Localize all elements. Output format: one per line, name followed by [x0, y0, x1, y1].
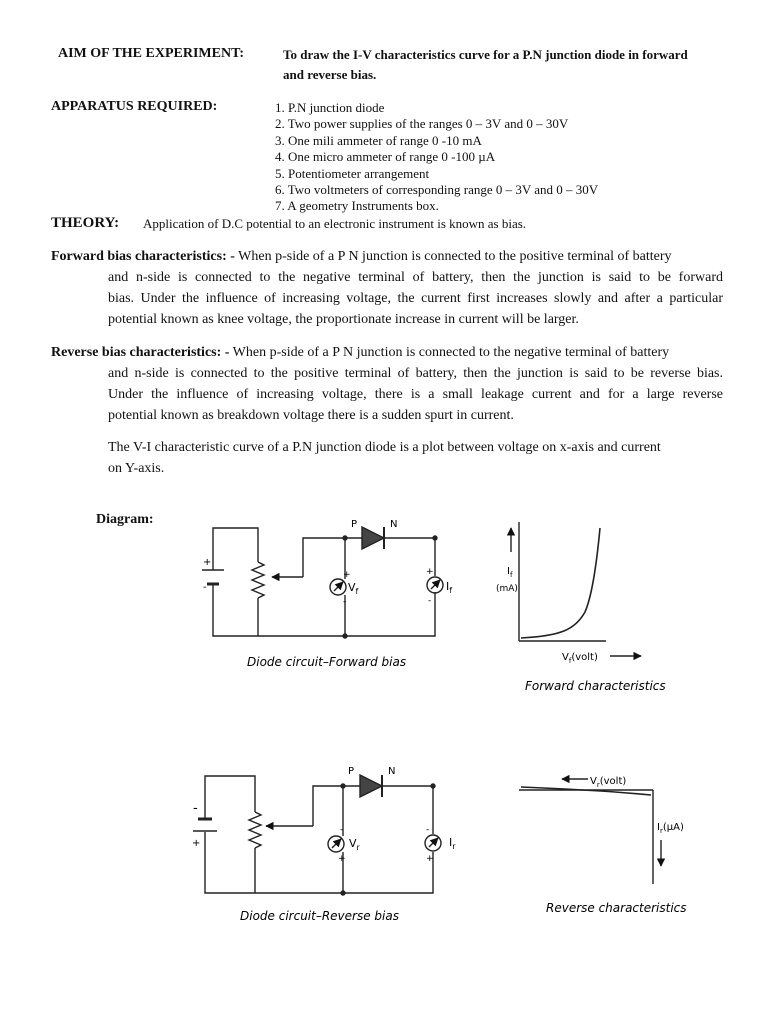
forward-battery-minus: -: [203, 582, 207, 593]
aim-label: AIM OF THE EXPERIMENT:: [58, 46, 245, 61]
reverse-wire-left-top: [205, 776, 255, 818]
forward-graph-if-unit: (mA): [496, 584, 518, 594]
reverse-line4: potential known as breakdown voltage there is a sudden spurt in current.: [108, 408, 514, 423]
reverse-graph: [519, 779, 661, 884]
apparatus-item: 2. Two power supplies of the ranges 0 – 3V and 0 – 30V: [275, 116, 569, 132]
reverse-graph-ir-label: $I_r(\mu A)$: [657, 822, 684, 835]
apparatus-item: 7. A geometry Instruments box.: [275, 198, 439, 214]
forward-graph-vf-label: $V_f(volt)$: [562, 652, 598, 665]
vi-note-line1: The V-I characteristic curve of a P.N junction diode is a plot between voltage on x-axis and current: [108, 440, 661, 455]
forward-graph-if-label: $I_f$: [507, 566, 513, 579]
forward-voltmeter-plus: +: [343, 570, 351, 580]
reverse-heading: Reverse bias characteristics: -: [51, 345, 230, 360]
theory-text: Application of D.C potential to an electronic instrument is known as bias.: [143, 216, 527, 231]
reverse-circuit: [193, 775, 441, 895]
theory-label: THEORY:: [51, 215, 120, 231]
apparatus-item: 5. Potentiometer arrangement: [275, 165, 430, 181]
forward-graph-caption: Forward characteristics: [525, 679, 666, 693]
reverse-circuit-caption: Diode circuit–Reverse bias: [240, 909, 399, 923]
forward-potentiometer: [252, 562, 264, 598]
apparatus-item: 6. Two voltmeters of corresponding range 0 – 3V and 0 – 30V: [275, 182, 599, 198]
reverse-voltmeter-plus: +: [338, 854, 346, 864]
forward-ammeter-plus: +: [426, 567, 434, 577]
apparatus-item: 4. One micro ammeter of range 0 -100 µA: [275, 149, 496, 165]
reverse-wire-slider: [313, 786, 343, 826]
forward-wire-bottom: [213, 584, 435, 636]
reverse-ir-label: $I_r$: [449, 836, 456, 851]
reverse-diode-triangle: [360, 775, 382, 797]
aim-text-line1: To draw the I-V characteristics curve for a P.N junction diode in forward: [283, 47, 688, 62]
forward-p-label: P: [351, 519, 358, 530]
forward-line4: potential known as knee voltage, the proportionate increase in current will be larger.: [108, 312, 579, 327]
forward-line2: and n-side is connected to the negative terminal of battery, then the junction is said to be forward: [108, 270, 723, 285]
reverse-vr-label: $V_r$: [349, 837, 360, 852]
reverse-graph-caption: Reverse characteristics: [546, 901, 687, 915]
forward-if-label: $I_f$: [446, 580, 453, 595]
forward-heading: Forward bias characteristics: -: [51, 249, 235, 264]
forward-wire-left-top: [213, 528, 258, 570]
forward-vf-label: $V_f$: [348, 581, 359, 596]
forward-ammeter-minus: -: [428, 596, 432, 606]
forward-line3: bias. Under the influence of increasing voltage, the current first increases slowly and after a particular: [108, 291, 723, 306]
reverse-line2: and n-side is connected to the positive terminal of battery, then the junction is said to be reverse bias.: [108, 366, 723, 381]
reverse-wire-bottom: [205, 832, 433, 893]
forward-circuit-caption: Diode circuit–Forward bias: [247, 655, 407, 669]
reverse-ammeter-plus: +: [426, 854, 434, 864]
reverse-graph-vr-label: $V_r(volt)$: [590, 776, 627, 789]
reverse-n-label: N: [388, 766, 396, 777]
forward-circuit: [202, 527, 443, 638]
reverse-battery-plus: +: [192, 838, 201, 849]
forward-wire-slider: [303, 538, 345, 577]
reverse-characteristic-curve: [521, 787, 651, 795]
apparatus-item: 3. One mili ammeter of range 0 -10 mA: [275, 132, 482, 148]
aim-text-line2: and reverse bias.: [283, 67, 377, 82]
forward-voltmeter-minus: -: [343, 597, 347, 607]
apparatus-item: 1. P.N junction diode: [275, 100, 385, 115]
reverse-p-label: P: [348, 766, 355, 777]
forward-characteristic-curve: [521, 528, 600, 638]
reverse-line3: Under the influence of increasing voltage, there is a small leakage current and for a large reverse: [108, 387, 723, 402]
forward-diode-triangle: [362, 527, 384, 549]
apparatus-label: APPARATUS REQUIRED:: [51, 99, 218, 114]
reverse-potentiometer: [249, 812, 261, 848]
forward-graph: [511, 522, 641, 656]
forward-battery-plus: +: [203, 557, 212, 568]
diagram-label: Diagram:: [96, 512, 154, 527]
reverse-battery-minus: -: [193, 801, 198, 816]
reverse-ammeter-minus: -: [426, 825, 430, 835]
reverse-voltmeter-minus: -: [340, 825, 344, 835]
forward-text-1: When p-side of a P N junction is connected to the positive terminal of battery: [234, 249, 672, 264]
reverse-text-1: When p-side of a P N junction is connected to the negative terminal of battery: [229, 345, 670, 360]
vi-note-line2: on Y-axis.: [108, 461, 165, 476]
forward-n-label: N: [390, 519, 398, 530]
